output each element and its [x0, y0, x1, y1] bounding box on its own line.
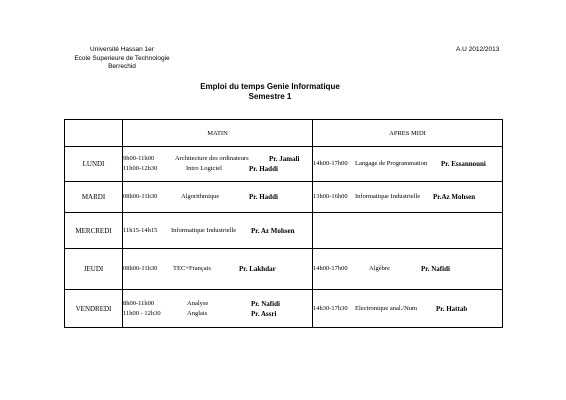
course-professor: Pr.Az Mohsen [433, 193, 476, 201]
matin-cell [123, 213, 313, 249]
course-professor: Pr. Az Mohsen [251, 226, 295, 235]
table-row [65, 290, 503, 328]
course-entry [123, 226, 312, 236]
matin-cell [123, 290, 313, 328]
course-professor: Pr. Hattab [436, 304, 468, 313]
course-time: 08h00-11h30 [123, 193, 158, 200]
course-entry [313, 304, 502, 314]
course-name: TEC+Français [173, 265, 211, 272]
course-name: Langage de Programmation [355, 160, 428, 167]
course-entry [123, 299, 312, 309]
course-professor: Pr. Lakhdar [239, 265, 276, 273]
institution-header [62, 46, 182, 72]
day-cell: VENDREDI [65, 290, 123, 328]
course-name: Informatique Industrielle [355, 193, 421, 200]
course-entry [123, 264, 312, 274]
course-professor: Pr. Assri [251, 309, 277, 318]
institution-line: Université Hassan 1er [90, 46, 154, 53]
course-entry [123, 309, 312, 319]
course-time: 8h00-11h00 [123, 299, 155, 307]
course-entry [313, 264, 502, 274]
course-professor: Pr. Nafidi [251, 299, 280, 308]
course-professor: Pr. Nafidi [421, 265, 450, 273]
table-row [65, 147, 503, 182]
title-line: Emploi du temps Genie Informatique [200, 82, 340, 91]
institution-line: Berrechid [108, 63, 136, 70]
course-entry [313, 159, 502, 169]
table-row [65, 249, 503, 290]
course-time: 11h00-12h30 [123, 165, 158, 172]
course-name: Electronique anal./Num [355, 304, 418, 312]
day-cell: MERCREDI [65, 213, 123, 249]
column-header-apres-midi: APRES MIDI [313, 120, 503, 147]
course-entry [123, 154, 312, 164]
course-professor: Pr. Haddi [249, 193, 278, 201]
academic-year: A.U 2012/2013 [456, 46, 500, 53]
course-professor: Pr. Jamali [269, 155, 300, 163]
column-header-matin: MATIN [123, 120, 313, 147]
course-time: 13h00-16h00 [313, 193, 348, 200]
timetable [64, 119, 503, 328]
course-time: 14h00-17h00 [313, 160, 348, 167]
table-row [65, 182, 503, 213]
header-row [65, 120, 503, 147]
course-name: Anglais [187, 309, 208, 317]
course-name: Algèbre [369, 265, 390, 272]
day-cell: LUNDI [65, 147, 123, 182]
apres-midi-cell [313, 147, 503, 182]
matin-cell [123, 147, 313, 182]
course-time: 14h30-17h30 [313, 304, 348, 312]
day-cell: MARDI [65, 182, 123, 213]
course-time: 08h00-11h30 [123, 265, 158, 272]
course-name: Analyse [187, 299, 209, 307]
course-time: 11h15-14h15 [123, 226, 158, 234]
apres-midi-cell [313, 182, 503, 213]
page-title [150, 82, 390, 102]
course-name: Architecture des ordinateurs [175, 155, 249, 162]
course-professor: Pr. Haddi [249, 165, 278, 173]
course-name: Informatique Industrielle [171, 226, 237, 234]
matin-cell [123, 249, 313, 290]
institution-line: Ecole Superieure de Technologie [74, 54, 170, 62]
apres-midi-cell [313, 249, 503, 290]
corner-cell [65, 120, 123, 147]
apres-midi-cell [313, 213, 503, 249]
course-entry [123, 192, 312, 202]
course-entry [313, 192, 502, 202]
table-row [65, 213, 503, 249]
course-time: 11h00 - 12h30 [123, 309, 161, 317]
day-cell: JEUDI [65, 249, 123, 290]
course-name: Algorithmique [181, 193, 220, 200]
matin-cell [123, 182, 313, 213]
course-entry [123, 164, 312, 174]
course-professor: Pr. Essannouni [441, 160, 486, 168]
course-name: Intro Logiciel [186, 165, 222, 172]
course-time: 9h00-11h00 [123, 155, 155, 162]
apres-midi-cell [313, 290, 503, 328]
subtitle-line: Semestre 1 [248, 92, 292, 101]
course-time: 14h00-17h00 [313, 265, 348, 272]
